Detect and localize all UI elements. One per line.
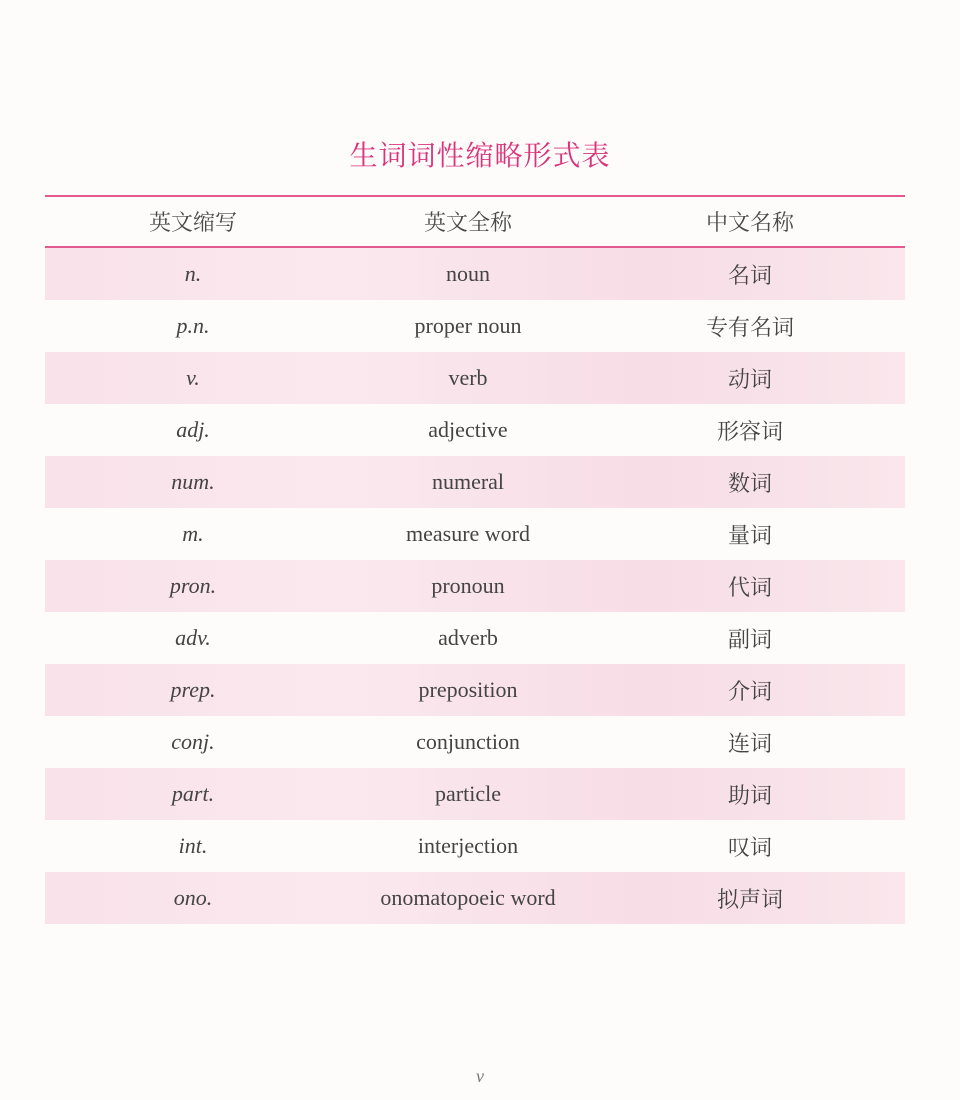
abbreviation-cell: v. xyxy=(186,365,200,390)
chinese-name-cell: 助词 xyxy=(727,783,772,809)
abbreviation-cell: int. xyxy=(178,833,208,858)
chinese-name-cell: 连词 xyxy=(727,731,772,757)
table-row xyxy=(45,300,905,352)
chinese-name-cell: 动词 xyxy=(727,367,772,393)
chinese-name-cell: 副词 xyxy=(727,627,772,653)
full-name-cell: measure word xyxy=(405,521,530,546)
full-name-cell: pronoun xyxy=(431,573,505,598)
full-name-cell: noun xyxy=(446,261,490,286)
abbreviation-cell: n. xyxy=(184,261,202,286)
table-row xyxy=(45,508,905,560)
abbreviation-cell: conj. xyxy=(171,729,215,754)
table-row xyxy=(45,404,905,456)
abbreviation-cell: p.n. xyxy=(176,313,210,338)
abbreviation-cell: m. xyxy=(182,521,204,546)
abbreviation-cell: num. xyxy=(171,469,215,494)
abbreviation-cell: part. xyxy=(171,781,215,806)
abbreviation-table xyxy=(45,195,905,924)
table-row xyxy=(45,820,905,872)
table-row xyxy=(45,352,905,404)
chinese-name-cell: 专有名词 xyxy=(705,315,794,341)
chinese-name-cell: 叹词 xyxy=(727,835,772,861)
full-name-cell: particle xyxy=(435,781,501,806)
table-row xyxy=(45,612,905,664)
table-row xyxy=(45,872,905,924)
full-name-cell: onomatopoeic word xyxy=(380,885,556,910)
chinese-name-cell: 数词 xyxy=(727,471,772,497)
chinese-name-cell: 量词 xyxy=(727,523,772,549)
table-row xyxy=(45,664,905,716)
full-name-cell: conjunction xyxy=(416,729,520,754)
full-name-cell: interjection xyxy=(417,833,519,858)
table-row xyxy=(45,768,905,820)
chinese-name-cell: 名词 xyxy=(727,263,772,289)
abbreviation-cell: ono. xyxy=(173,885,213,910)
full-name-cell: adverb xyxy=(438,625,498,650)
abbreviation-cell: prep. xyxy=(170,677,216,702)
abbreviation-cell: adv. xyxy=(175,625,211,650)
full-name-cell: preposition xyxy=(418,677,518,702)
table-row xyxy=(45,248,905,300)
table-row xyxy=(45,560,905,612)
abbreviation-cell: adj. xyxy=(176,417,210,442)
chinese-name-cell: 拟声词 xyxy=(716,887,783,913)
full-name-cell: verb xyxy=(448,365,488,390)
table-row xyxy=(45,456,905,508)
chinese-name-cell: 代词 xyxy=(727,575,772,601)
table-header-row xyxy=(45,197,905,246)
header-full-name: 英文全称 xyxy=(423,211,512,236)
abbreviation-cell: pron. xyxy=(169,573,217,598)
chinese-name-cell: 形容词 xyxy=(716,419,783,445)
header-chinese-name: 中文名称 xyxy=(705,211,794,236)
page-number: v xyxy=(476,1066,484,1086)
table-row xyxy=(45,716,905,768)
chinese-name-cell: 介词 xyxy=(727,679,772,705)
full-name-cell: adjective xyxy=(428,417,508,442)
full-name-cell: numeral xyxy=(431,469,505,494)
full-name-cell: proper noun xyxy=(414,313,522,338)
header-abbreviation: 英文缩写 xyxy=(148,211,237,236)
page-title: 生词词性缩略形式表 xyxy=(349,139,611,172)
